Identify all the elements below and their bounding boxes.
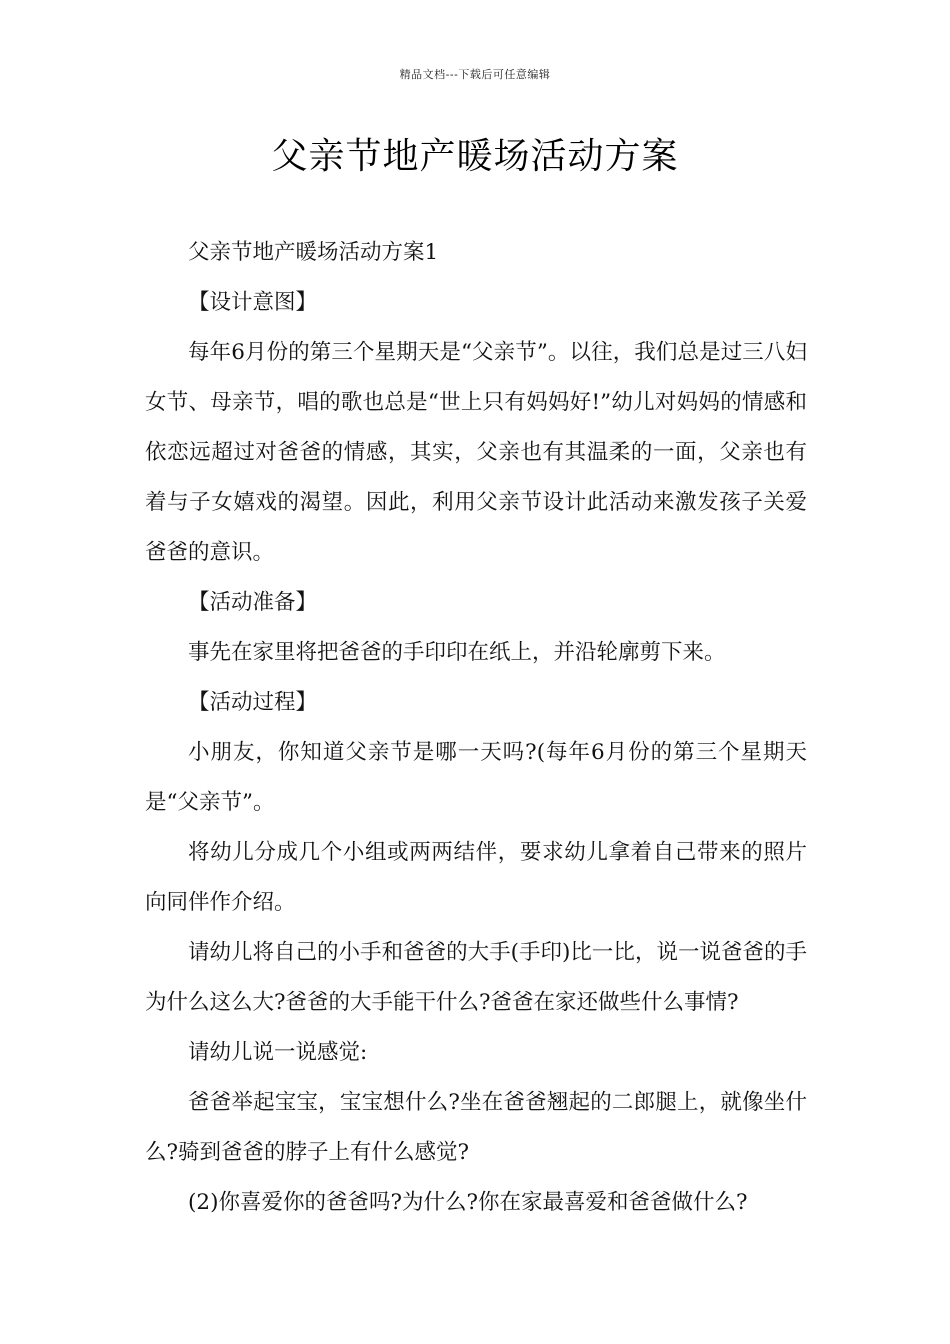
paragraph-process-1: 小朋友，你知道父亲节是哪一天吗?(每年6月份的第三个星期天是“父亲节”。: [145, 740, 807, 815]
document-body: [145, 228, 807, 1228]
paragraph-preparation: 事先在家里将把爸爸的手印印在纸上，并沿轮廓剪下来。: [188, 640, 726, 665]
paragraph-design-intent: 每年6月份的第三个星期天是“父亲节”。以往，我们总是过三八妇女节、母亲节，唱的歌也总是“世上只有妈妈好!”幼儿对妈妈的情感和依恋远超过对爸爸的情感，其实，父亲也有其温柔的一面，父亲也有着与子女嬉戏的渴望。因此，利用父亲节设计此活动来激发孩子关爱爸爸的意识。: [145, 340, 807, 565]
section-heading-preparation: 【活动准备】: [188, 590, 318, 615]
paragraph-process-6: (2)你喜爱你的爸爸吗?为什么?你在家最喜爱和爸爸做什么?: [188, 1190, 748, 1215]
document-title: 父亲节地产暖场活动方案: [271, 136, 679, 177]
header-note: 精品文档---下载后可任意编辑: [399, 68, 551, 81]
paragraph-process-3: 请幼儿将自己的小手和爸爸的大手(手印)比一比，说一说爸爸的手为什么这么大?爸爸的大手能干什么?爸爸在家还做些什么事情?: [145, 940, 807, 1015]
paragraph-process-5: 爸爸举起宝宝，宝宝想什么?坐在爸爸翘起的二郎腿上，就像坐什么?骑到爸爸的脖子上有什么感觉?: [145, 1090, 807, 1165]
paragraph-subtitle: 父亲节地产暖场活动方案1: [188, 240, 439, 265]
section-heading-design-intent: 【设计意图】: [188, 290, 318, 315]
paragraph-process-4: 请幼儿说一说感觉:: [188, 1040, 368, 1065]
section-heading-process: 【活动过程】: [188, 690, 318, 715]
paragraph-process-2: 将幼儿分成几个小组或两两结伴，要求幼儿拿着自己带来的照片向同伴作介绍。: [145, 840, 807, 915]
